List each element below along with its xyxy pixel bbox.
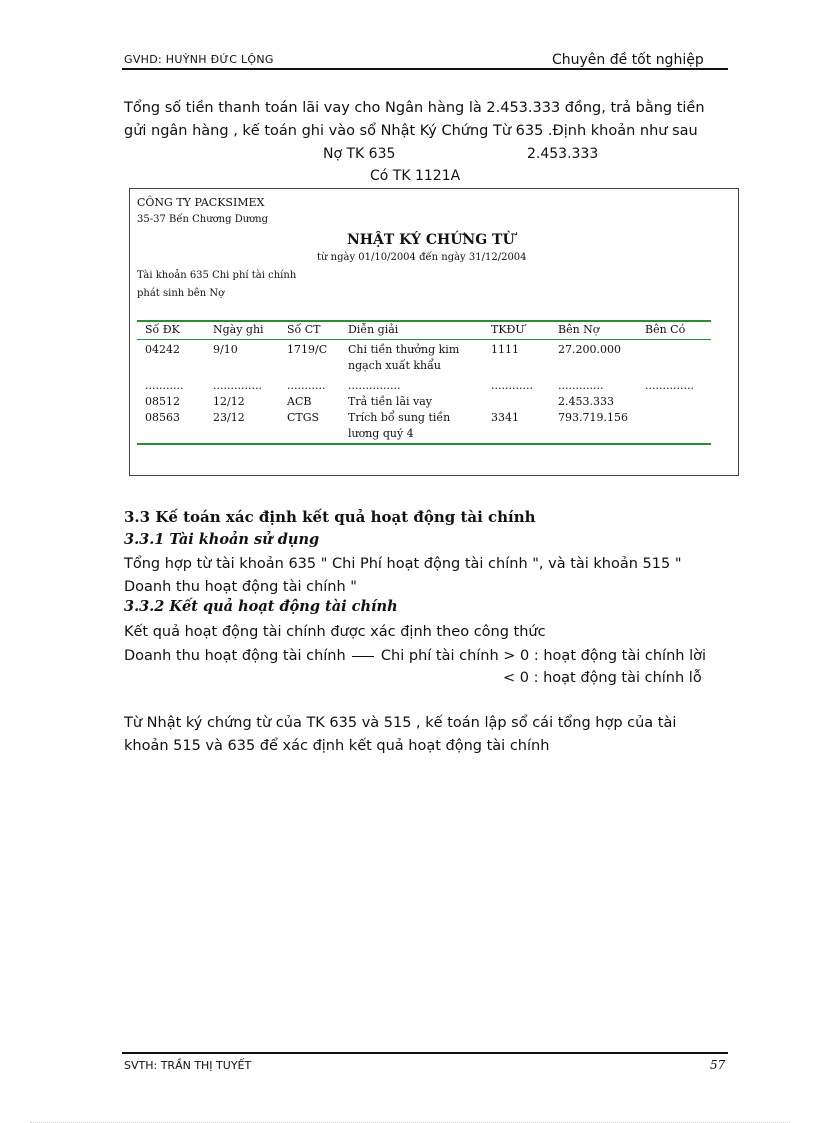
formula-line	[124, 645, 706, 668]
col-header-dien-giai: Diễn giải	[348, 323, 399, 336]
cell-so-ct: ...........	[287, 379, 326, 392]
col-header-so-dk: Số ĐK	[145, 323, 180, 336]
cell-ben-co: ..............	[645, 379, 694, 392]
cell-ben-no: 793.719.156	[558, 411, 628, 424]
cell-ngay: 12/12	[213, 395, 245, 408]
cell-dien-giai: Chi tiền thưởng kim	[348, 343, 460, 356]
journal-account-side: phát sinh bên Nợ	[137, 288, 225, 299]
cell-so-ct: 1719/C	[287, 343, 328, 356]
formula-left: Doanh thu hoạt động tài chính	[124, 648, 346, 664]
header-divider	[122, 68, 728, 70]
page-number: 57	[710, 1058, 726, 1072]
header-under-rule	[137, 339, 711, 340]
credit-label: Có TK 1121A	[370, 168, 461, 184]
formula-line-2: < 0 : hoạt động tài chính lỗ	[503, 670, 702, 686]
subsection-heading-2: 3.3.2 Kết quả hoạt động tài chính	[124, 598, 398, 615]
paragraph-line: khoản 515 và 635 để xác định kết quả hoạt động tài chính	[124, 738, 550, 754]
cell-so-ct: ACB	[287, 395, 312, 408]
cell-so-dk: 08512	[145, 395, 180, 408]
debit-amount: 2.453.333	[527, 146, 599, 162]
subsection-heading-1: 3.3.1 Tài khoản sử dụng	[124, 531, 320, 548]
cell-so-dk: 08563	[145, 411, 180, 424]
col-header-ben-no: Bên Nợ	[558, 323, 600, 336]
debit-label: Nợ TK 635	[323, 146, 396, 162]
paragraph-line: Từ Nhật ký chứng từ của TK 635 và 515 , kế toán lập sổ cái tổng hợp của tài	[124, 715, 677, 731]
cell-so-dk: 04242	[145, 343, 180, 356]
col-header-so-ct: Số CT	[287, 323, 321, 336]
cell-ngay: 9/10	[213, 343, 238, 356]
header-title: Chuyên đề tốt nghiệp	[552, 52, 704, 68]
intro-line-2: gửi ngân hàng , kế toán ghi vào sổ Nhật Ký Chứng Từ 635 .Định khoản như sau	[124, 123, 698, 139]
section-heading: 3.3 Kế toán xác định kết quả hoạt động tài chính	[124, 508, 536, 526]
journal-address: 35-37 Bến Chương Dương	[137, 214, 269, 225]
cell-dien-giai: ...............	[348, 379, 401, 392]
paragraph-line: Kết quả hoạt động tài chính được xác định theo công thức	[124, 624, 546, 640]
cell-ben-no: 2.453.333	[558, 395, 614, 408]
journal-account: Tài khoản 635 Chi phí tài chính	[137, 270, 297, 281]
formula-right: Chi phí tài chính > 0 : hoạt động tài chính lời	[380, 648, 707, 664]
table-bottom-rule	[137, 443, 711, 445]
cell-so-ct: CTGS	[287, 411, 320, 424]
col-header-ben-co: Bên Có	[645, 323, 686, 336]
cell-ngay: 23/12	[213, 411, 245, 424]
cell-tkdu: 3341	[491, 411, 519, 424]
cell-tkdu: ............	[491, 379, 533, 392]
journal-title: NHẬT KÝ CHỨNG TỪ	[347, 232, 515, 248]
cell-ben-no: 27.200.000	[558, 343, 621, 356]
col-header-ngay-ghi: Ngày ghi	[213, 323, 264, 336]
col-header-tkdu: TKĐƯ	[491, 323, 525, 336]
journal-company: CÔNG TY PACKSIMEX	[137, 196, 265, 209]
cell-ngay: ..............	[213, 379, 262, 392]
paragraph-line: Doanh thu hoạt động tài chính "	[124, 579, 357, 595]
footer-student: SVTH: TRẦN THỊ TUYẾT	[124, 1059, 252, 1072]
cell-dien-giai-cont: lương quý 4	[348, 427, 414, 440]
minus-dash	[352, 656, 374, 657]
cell-dien-giai: Trả tiền lãi vay	[348, 395, 433, 408]
footer-divider	[122, 1052, 728, 1054]
cell-tkdu: 1111	[491, 343, 519, 356]
intro-line-1: Tổng số tiền thanh toán lãi vay cho Ngân hàng là 2.453.333 đồng, trả bằng tiền	[124, 100, 705, 116]
cell-so-dk: ...........	[145, 379, 184, 392]
paragraph-line: Tổng hợp từ tài khoản 635 " Chi Phí hoạt động tài chính ", và tài khoản 515 "	[124, 556, 682, 572]
cell-dien-giai-cont: ngạch xuất khẩu	[348, 359, 441, 372]
journal-period: từ ngày 01/10/2004 đến ngày 31/12/2004	[317, 252, 527, 263]
header-instructor: GVHD: HUỲNH ĐỨC LỘNG	[124, 53, 274, 66]
cell-ben-no: .............	[558, 379, 604, 392]
cell-dien-giai: Trích bổ sung tiền	[348, 411, 451, 424]
